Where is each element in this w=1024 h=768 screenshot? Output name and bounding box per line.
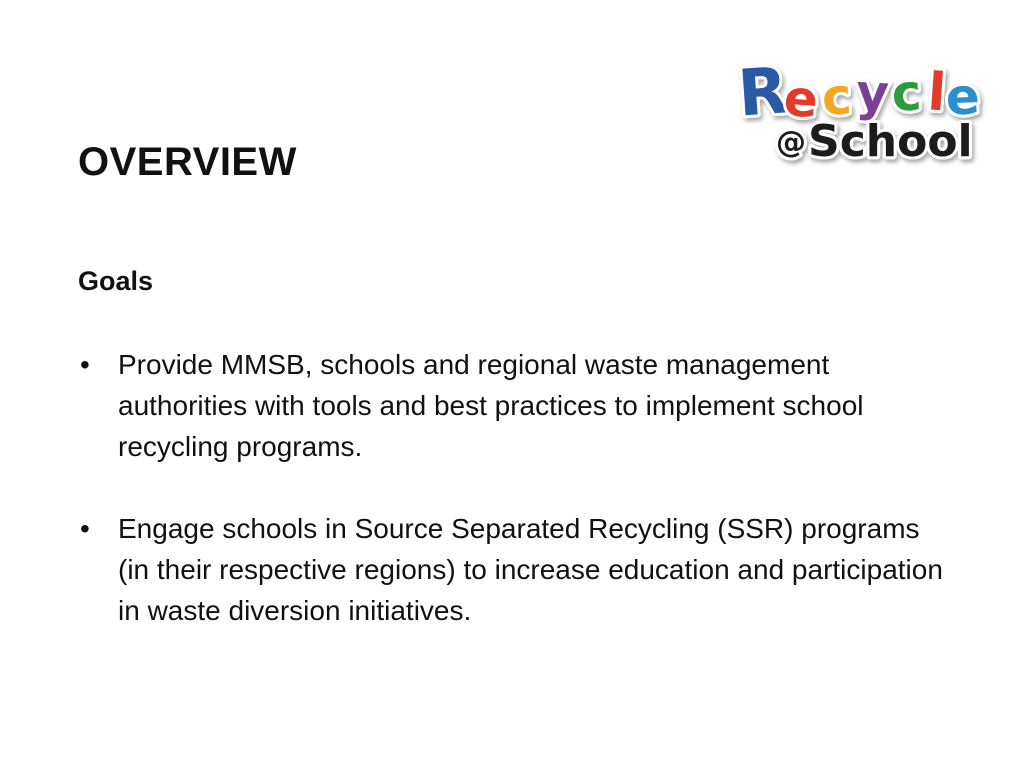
bullet-icon: • [80, 349, 90, 380]
logo-graphic [732, 40, 994, 168]
svg-text:R: R [735, 54, 791, 132]
slide-title: OVERVIEW [78, 140, 297, 184]
goal-text-1: Provide MMSB, schools and regional waste management authorities with tools and best practices to implement school recycling programs. [118, 349, 864, 462]
svg-text:e: e [782, 68, 820, 130]
svg-text:c: c [890, 63, 923, 123]
goal-text-2: Engage schools in Source Separated Recycling (SSR) programs (in their respective regions) to increase education and participation in waste diversion initiatives. [118, 513, 943, 626]
bullet-icon: • [80, 513, 90, 544]
goals-list [78, 344, 958, 672]
recycle-at-school-logo [732, 40, 994, 168]
goal-item-1 [78, 344, 958, 467]
logo-at-symbol: @ [776, 125, 806, 160]
svg-text:l: l [925, 62, 948, 124]
goal-item-2 [78, 508, 958, 631]
svg-text:c: c [820, 67, 853, 127]
goals-heading: Goals [78, 266, 154, 296]
svg-text:e: e [944, 67, 981, 127]
logo-school-word: School [808, 116, 973, 167]
svg-text:y: y [854, 63, 891, 123]
